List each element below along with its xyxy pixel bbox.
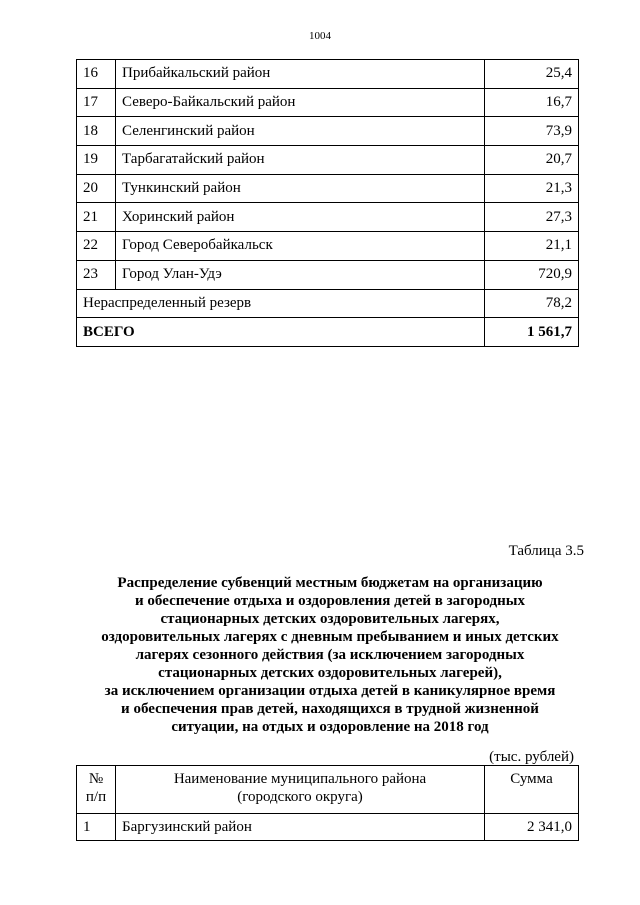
budget-table-continued <box>76 59 579 347</box>
table-row <box>77 146 579 175</box>
title-line: оздоровительных лагерях с дневным пребыванием и иных детских <box>101 629 559 645</box>
header-number-line2: п/п <box>85 789 107 805</box>
table-row <box>77 203 579 232</box>
amount: 21,3 <box>485 174 579 203</box>
header-sum: Сумма <box>485 766 579 814</box>
header-number-line1: № <box>88 771 104 787</box>
row-number: 1 <box>77 814 116 841</box>
total-amount: 1 561,7 <box>485 318 579 347</box>
district-name: Баргузинский район <box>116 814 485 841</box>
district-name: Селенгинский район <box>116 117 485 146</box>
row-number: 22 <box>77 232 116 261</box>
table-row <box>77 174 579 203</box>
table-row <box>77 260 579 289</box>
total-row <box>77 318 579 347</box>
reserve-row <box>77 289 579 318</box>
unit-label: (тыс. рублей) <box>489 749 574 765</box>
district-name: Тункинский район <box>116 174 485 203</box>
district-name: Тарбагатайский район <box>116 146 485 175</box>
row-number: 23 <box>77 260 116 289</box>
subvention-table <box>76 765 579 841</box>
row-number: 21 <box>77 203 116 232</box>
district-name: Город Северобайкальск <box>116 232 485 261</box>
title-line: и обеспечение отдыха и оздоровления детей в загородных <box>135 593 525 609</box>
table-row <box>77 60 579 89</box>
amount: 16,7 <box>485 88 579 117</box>
district-name: Северо-Байкальский район <box>116 88 485 117</box>
amount: 21,1 <box>485 232 579 261</box>
table-header-row <box>77 766 579 814</box>
header-name <box>116 766 485 814</box>
table-row <box>77 814 579 841</box>
table-row <box>77 88 579 117</box>
row-number: 19 <box>77 146 116 175</box>
header-number <box>77 766 116 814</box>
amount: 27,3 <box>485 203 579 232</box>
table-number-label: Таблица 3.5 <box>508 543 584 559</box>
row-number: 17 <box>77 88 116 117</box>
amount: 25,4 <box>485 60 579 89</box>
amount: 720,9 <box>485 260 579 289</box>
district-name: Прибайкальский район <box>116 60 485 89</box>
title-line: стационарных детских оздоровительных лагерях, <box>160 611 500 627</box>
row-number: 18 <box>77 117 116 146</box>
header-name-line1: Наименование муниципального района <box>173 771 427 787</box>
title-line: ситуации, на отдых и оздоровление на 2018 год <box>171 719 489 735</box>
reserve-amount: 78,2 <box>485 289 579 318</box>
title-line: за исключением организации отдыха детей в каникулярное время <box>104 683 556 699</box>
row-number: 16 <box>77 60 116 89</box>
header-name-line2: (городского округа) <box>237 789 363 805</box>
district-name: Город Улан-Удэ <box>116 260 485 289</box>
amount: 73,9 <box>485 117 579 146</box>
title-line: Распределение субвенций местным бюджетам на организацию <box>117 575 543 591</box>
total-label: ВСЕГО <box>77 318 485 347</box>
reserve-label: Нераспределенный резерв <box>77 289 485 318</box>
amount: 20,7 <box>485 146 579 175</box>
district-name: Хоринский район <box>116 203 485 232</box>
table-row <box>77 117 579 146</box>
table-row <box>77 232 579 261</box>
row-number: 20 <box>77 174 116 203</box>
title-line: лагерях сезонного действия (за исключением загородных <box>135 647 525 663</box>
page-number: 1004 <box>309 30 331 42</box>
title-line: и обеспечения прав детей, находящихся в трудной жизненной <box>121 701 539 717</box>
amount: 2 341,0 <box>485 814 579 841</box>
table-title <box>90 574 570 736</box>
title-line: стационарных детских оздоровительных лагерей), <box>158 665 502 681</box>
